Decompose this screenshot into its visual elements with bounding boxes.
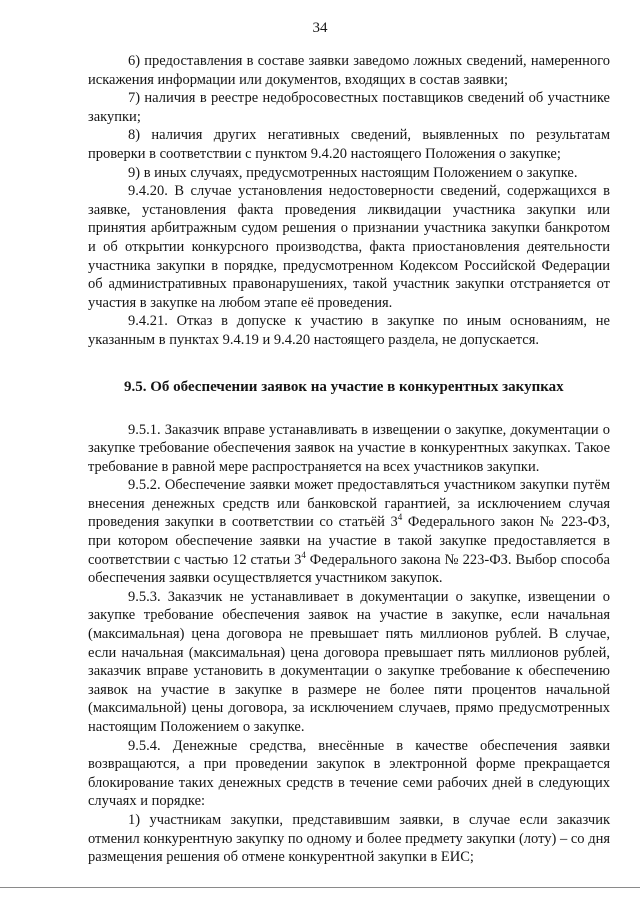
list-item-8: 8) наличия других негативных сведений, выявленных по результатам проверки в соответствии с пунктом 9.4.20 настоящего Положения о закупке; bbox=[88, 127, 610, 162]
scan-edge-divider bbox=[0, 887, 640, 888]
document-body bbox=[88, 52, 610, 867]
list-item-1: 1) участникам закупки, представившим заявки, в случае если заказчик отменил конкурентную закупку по одному и более предмету закупки (лоту) – со дня размещения решения об отмене конкурентной закупки в ЕИС; bbox=[88, 811, 610, 866]
clause-9-5-4: 9.5.4. Денежные средства, внесённые в качестве обеспечения заявки возвращаются, а при проведении закупок в электронной форме прекращается блокирование таких денежных средств в течение семи рабочих дней в следующих случаях и порядке: bbox=[88, 737, 610, 810]
clause-9-5-2-part3: Федерального закона № 223-ФЗ. Выбор способа обеспечения заявки осуществляется участником закупок. bbox=[88, 551, 610, 587]
clause-9-5-3: 9.5.3. Заказчик не устанавливает в документации о закупке, извещении о закупке требование обеспечения заявок на участие в закупке, если начальная (максимальная) цена договора не превышает пять миллионов рублей. В случае, если начальная (максимальная) цена договора превышает пять миллионов рублей, заказчик вправе установить в документации о закупке требование к обеспечению заявок на участие в закупке в размере не более пяти процентов начальной (максимальной) цены договора, за исключением случаев, прямо предусмотренных настоящим Положением о закупке. bbox=[88, 588, 610, 735]
clause-9-5-1: 9.5.1. Заказчик вправе устанавливать в извещении о закупке, документации о закупке требование обеспечения заявок на участие в конкурентных закупках. Такое требование в равной мере распространяется на всех участников закупки. bbox=[88, 421, 610, 475]
superscript: 4 bbox=[397, 512, 403, 523]
list-item-9: 9) в иных случаях, предусмотренных настоящим Положением о закупке. bbox=[128, 164, 578, 181]
page-number: 34 bbox=[312, 20, 328, 36]
clause-9-5-2 bbox=[88, 476, 610, 588]
section-heading: 9.5. Об обеспечении заявок на участие в конкурентных закупках bbox=[124, 378, 564, 395]
list-item-6: 6) предоставления в составе заявки заведомо ложных сведений, намеренного искажения информации или документов, входящих в состав заявки; bbox=[88, 53, 610, 88]
clause-9-5-2-part1: 9.5.2. Обеспечение заявки может предоставляться участником закупки путём внесения денежных средств или банковской гарантией, за исключением случая проведения закупки в соответствии со статьёй 3 bbox=[88, 477, 610, 531]
clause-9-5-2-part2: Федерального закон № 223-ФЗ, при котором обеспечение заявки на участие в такой закупке предоставляется в соответствии с частью 12 статьи 3 bbox=[88, 514, 611, 568]
superscript: 4 bbox=[301, 549, 306, 560]
clause-9-4-20: 9.4.20. В случае установления недостоверности сведений, содержащихся в заявке, установления факта проведения ликвидации участника закупки или принятия арбитражным судом решения о признании участника закупки банкротом и об открытии конкурсного производства, факта приостановления деятельности участника закупки в порядке, предусмотренном Кодексом Российской Федерации об административных правонарушениях, такой участник закупки отстраняется от участия в закупке на любом этапе её проведения. bbox=[88, 183, 610, 311]
clause-9-4-21: 9.4.21. Отказ в допуске к участию в закупке по иным основаниям, не указанным в пунктах 9.4.19 и 9.4.20 настоящего раздела, не допускается. bbox=[88, 313, 610, 348]
list-item-7: 7) наличия в реестре недобросовестных поставщиков сведений об участнике закупки; bbox=[88, 90, 610, 125]
